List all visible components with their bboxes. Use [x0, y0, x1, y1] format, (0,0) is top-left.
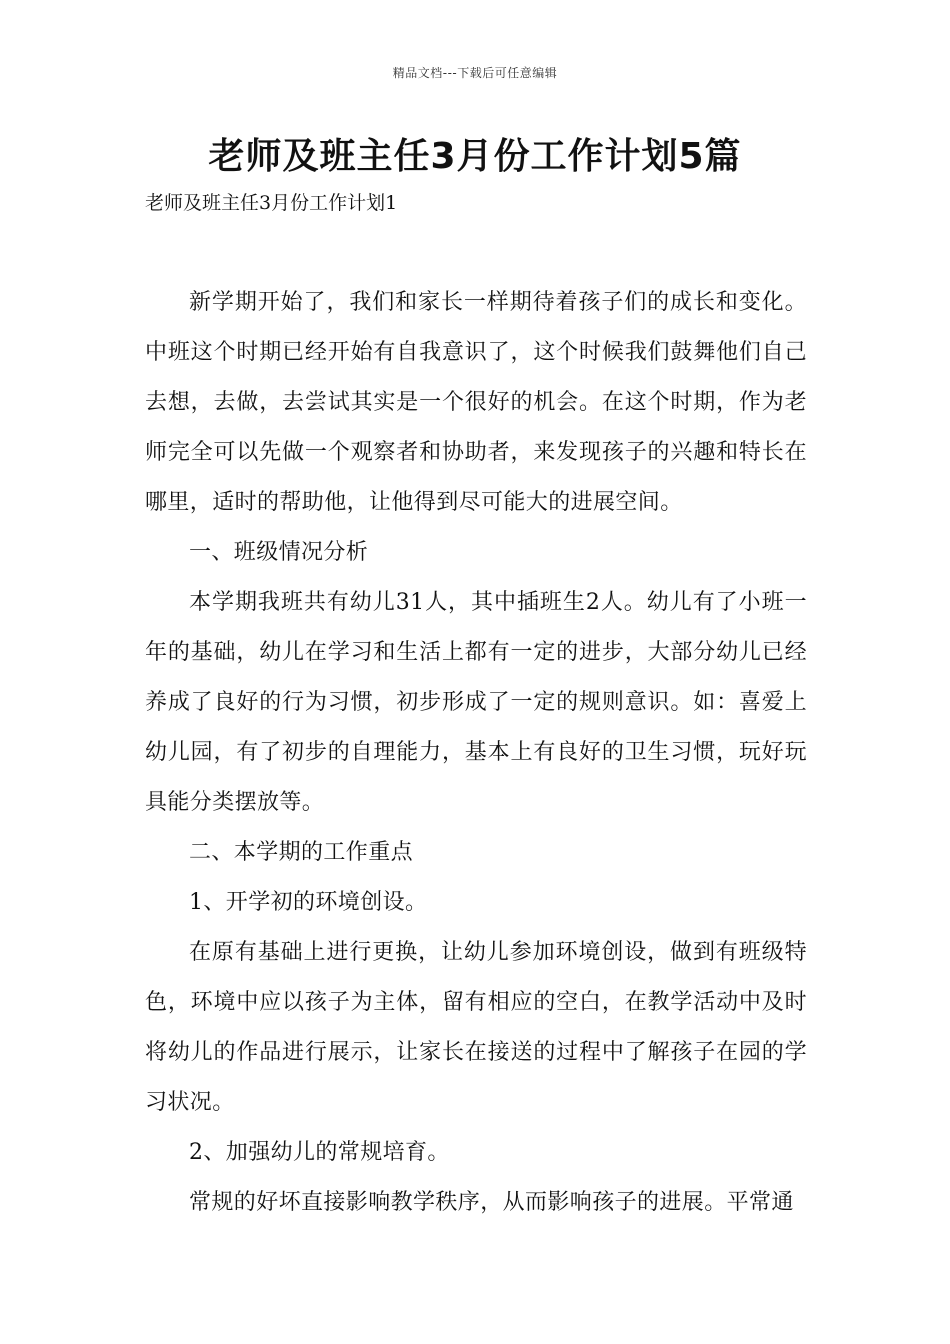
document-body [145, 278, 807, 1228]
document-title: 老师及班主任3月份工作计划5篇 [208, 136, 742, 177]
subheading-environment: 1、开学初的环境创设。 [189, 890, 428, 915]
section-heading-work-focus: 二、本学期的工作重点 [189, 840, 414, 865]
paragraph-routine-training: 常规的好坏直接影响教学秩序，从而影响孩子的进展。平常通 [189, 1190, 794, 1215]
paragraph-environment: 在原有基础上进行更换，让幼儿参加环境创设，做到有班级特色，环境中应以孩子为主体，留有相应的空白，在教学活动中及时将幼儿的作品进行展示，让家长在接送的过程中了解孩子在园的学习状况。 [145, 940, 807, 1115]
document-subtitle: 老师及班主任3月份工作计划1 [145, 192, 398, 214]
paragraph-class-analysis: 本学期我班共有幼儿31人，其中插班生2人。幼儿有了小班一年的基础，幼儿在学习和生活上都有一定的进步，大部分幼儿已经养成了良好的行为习惯，初步形成了一定的规则意识。如：喜爱上幼儿园，有了初步的自理能力，基本上有良好的卫生习惯，玩好玩具能分类摆放等。 [145, 590, 807, 815]
paragraph-intro: 新学期开始了，我们和家长一样期待着孩子们的成长和变化。中班这个时期已经开始有自我意识了，这个时候我们鼓舞他们自己去想，去做，去尝试其实是一个很好的机会。在这个时期，作为老师完全可以先做一个观察者和协助者，来发现孩子的兴趣和特长在哪里，适时的帮助他，让他得到尽可能大的进展空间。 [145, 290, 807, 515]
subheading-routine-training: 2、加强幼儿的常规培育。 [189, 1140, 450, 1165]
page-header: 精品文档---下载后可任意编辑 [392, 66, 558, 80]
section-heading-class-analysis: 一、班级情况分析 [189, 540, 369, 565]
